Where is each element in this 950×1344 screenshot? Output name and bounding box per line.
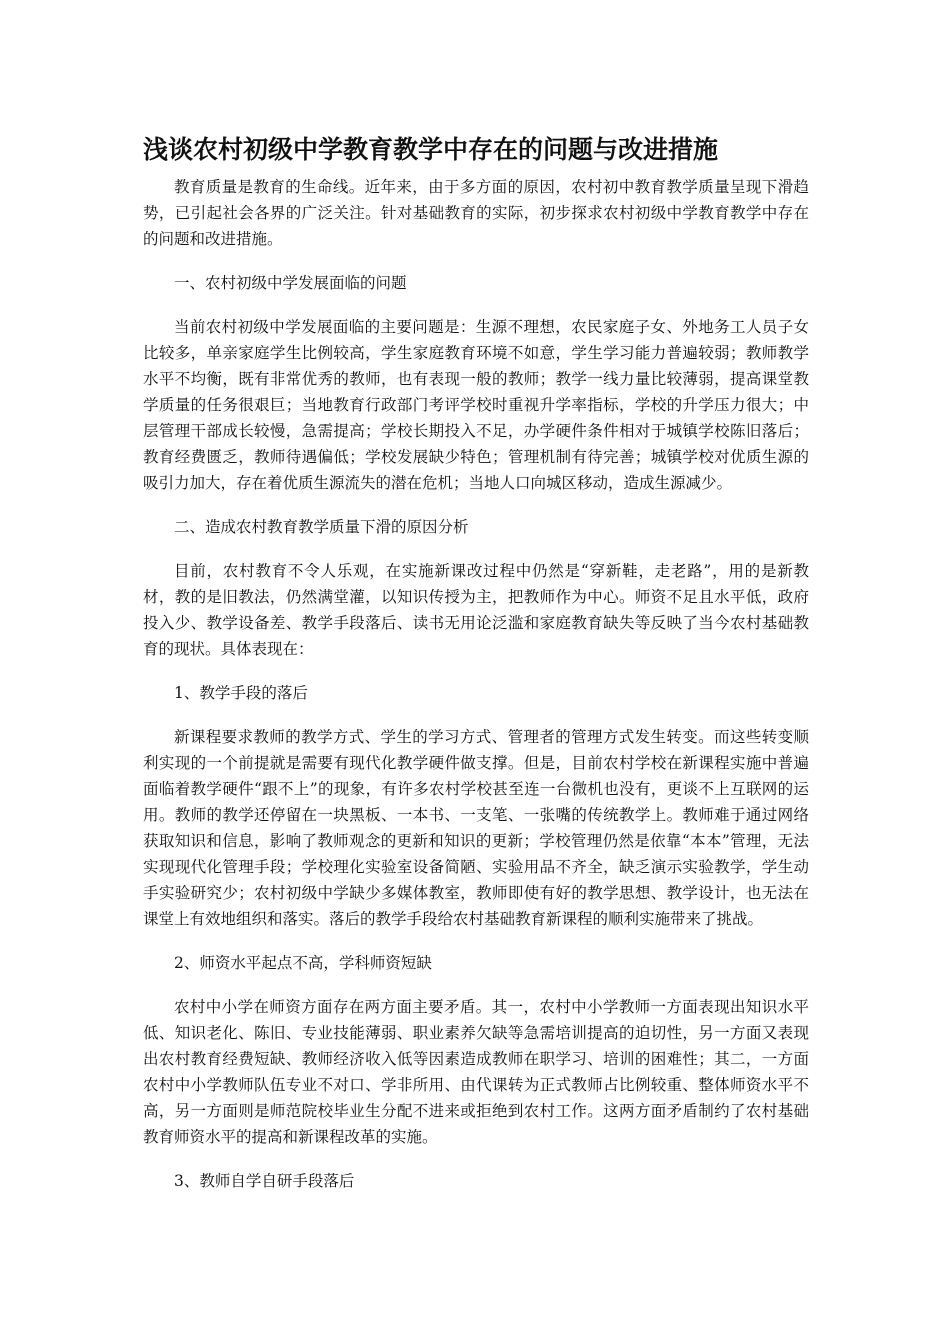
spacer xyxy=(143,662,809,680)
spacer xyxy=(143,540,809,558)
subsection-2-heading: 2、师资水平起点不高，学科师资短缺 xyxy=(174,954,432,972)
document-page xyxy=(143,132,809,1194)
section-2-heading: 二、造成农村教育教学质量下滑的原因分析 xyxy=(174,518,469,536)
spacer xyxy=(143,252,809,270)
spacer xyxy=(143,932,809,950)
section-1-heading: 一、农村初级中学发展面临的问题 xyxy=(174,274,407,292)
section-1-body: 当前农村初级中学发展面临的主要问题是：生源不理想，农民家庭子女、外地务工人员子女比较多，单亲家庭学生比例较高，学生家庭教育环境不如意，学生学习能力普遍较弱；教师教学水平不均衡，既有非常优秀的教师，也有表现一般的教师；教学一线力量比较薄弱，提高课堂教学质量的任务很艰巨；当地教育行政部门考评学校时重视升学率指标，学校的升学压力很大；中层管理干部成长较慢，急需提高；学校长期投入不足，办学硬件条件相对于城镇学校陈旧落后；教育经费匮乏，教师待遇偏低；学校发展缺少特色；管理机制有待完善；城镇学校对优质生源的吸引力加大，存在着优质生源流失的潜在危机；当地人口向城区移动，造成生源减少。 xyxy=(143,318,809,492)
document-title: 浅谈农村初级中学教育教学中存在的问题与改进措施 xyxy=(143,135,719,164)
spacer xyxy=(143,706,809,724)
subsection-1-heading: 1、教学手段的落后 xyxy=(174,684,308,702)
subsection-1-body: 新课程要求教师的教学方式、学生的学习方式、管理者的管理方式发生转变。而这些转变顺利实现的一个前提就是需要有现代化教学硬件做支撑。但是，目前农村学校在新课程实施中普遍面临着教学硬件“跟不上”的现象，有许多农村学校甚至连一台微机也没有，更谈不上互联网的运用。教师的教学还停留在一块黑板、一本书、一支笔、一张嘴的传统教学上。教师难于通过网络获取知识和信息，影响了教师观念的更新和知识的更新；学校管理仍然是依靠“本本”管理，无法实现现代化管理手段；学校理化实验室设备简陋、实验用品不齐全，缺乏演示实验教学，学生动手实验研究少；农村初级中学缺少多媒体教室，教师即使有好的教学思想、教学设计，也无法在课堂上有效地组织和落实。落后的教学手段给农村基础教育新课程的顺利实施带来了挑战。 xyxy=(143,728,809,928)
spacer xyxy=(143,1150,809,1168)
spacer xyxy=(143,496,809,514)
subsection-2-body: 农村中小学在师资方面存在两方面主要矛盾。其一，农村中小学教师一方面表现出知识水平低、知识老化、陈旧、专业技能薄弱、职业素养欠缺等急需培训提高的迫切性，另一方面又表现出农村教育经费短缺、教师经济收入低等因素造成教师在职学习、培训的困难性；其二，一方面农村中小学教师队伍专业不对口、学非所用、由代课转为正式教师占比例较重、整体师资水平不高，另一方面则是师范院校毕业生分配不进来或拒绝到农村工作。这两方面矛盾制约了农村基础教育师资水平的提高和新课程改革的实施。 xyxy=(143,998,809,1146)
spacer xyxy=(143,976,809,994)
section-2-body: 目前，农村教育不令人乐观，在实施新课改过程中仍然是“穿新鞋，走老路”，用的是新教材，教的是旧教法，仍然满堂灌，以知识传授为主，把教师作为中心。师资不足且水平低，政府投入少、教学设备差、教学手段落后、读书无用论泛滥和家庭教育缺失等反映了当今农村基础教育的现状。具体表现在： xyxy=(143,562,809,658)
subsection-3-heading: 3、教师自学自研手段落后 xyxy=(174,1172,355,1190)
intro-paragraph: 教育质量是教育的生命线。近年来，由于多方面的原因，农村初中教育教学质量呈现下滑趋势，已引起社会各界的广泛关注。针对基础教育的实际，初步探求农村初级中学教育教学中存在的问题和改进措施。 xyxy=(143,178,809,248)
spacer xyxy=(143,296,809,314)
